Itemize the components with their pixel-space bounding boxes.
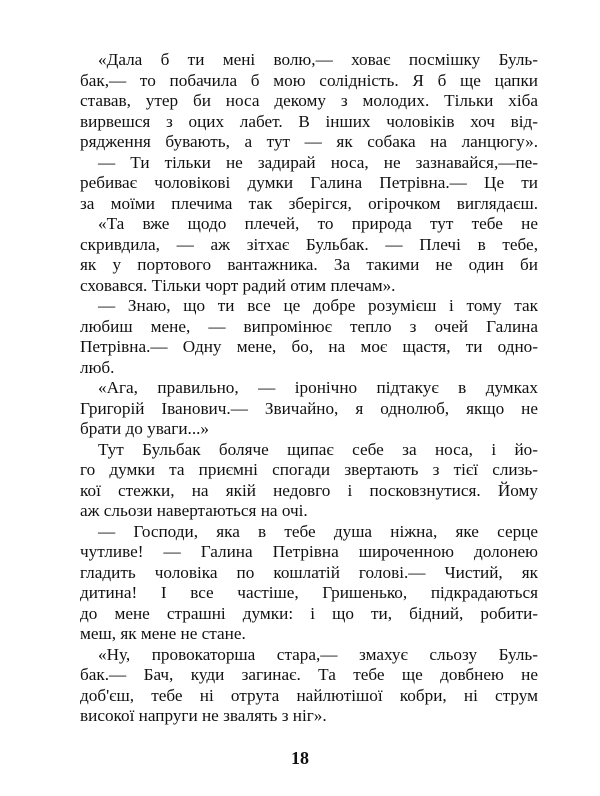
text-line: як у портового вантажника. За такими не один би bbox=[80, 255, 538, 274]
text-line: рядження бувають, а тут — як собака на ланцюгу». bbox=[80, 132, 538, 151]
text-line: за моїми плечима так зберігся, огірочком виглядаєш. bbox=[80, 193, 538, 213]
text-line: аж сльози навертаються на очі. bbox=[80, 501, 308, 520]
text-line: меш, як мене не стане. bbox=[80, 624, 246, 643]
text-line: бак,— то побачила б мою солідність. Я б ще цапки bbox=[80, 70, 538, 90]
text-line: Григорій Іванович.— Звичайно, я однолюб, якщо не bbox=[80, 398, 538, 418]
text-line: чутливе! — Галина Петрівна широченною долонею bbox=[80, 542, 538, 561]
text-line: «Ну, провокаторша стара,— змахує сльозу Буль- bbox=[98, 644, 538, 664]
text-line: — Ти тільки не задирай носа, не зазнавайся,—пе- bbox=[98, 152, 538, 172]
text-line: дитина! І все частіше, Гришенько, підкрадаються bbox=[80, 583, 538, 602]
text-line: доб'єш, тебе ні отрута найлютішої кобри, ні струм bbox=[80, 685, 538, 705]
text-line: брати до уваги...» bbox=[80, 419, 210, 438]
text-line: гладить чоловіка по кошлатій голові.— Чистий, як bbox=[80, 562, 538, 582]
text-line: «Дала б ти мені волю,— ховає посмішку Буль- bbox=[98, 50, 538, 69]
text-line: до мене страшні думки: і що ти, бідний, робити- bbox=[80, 603, 538, 623]
text-line: вирвешся з оцих лабет. В інших чоловіків хоч від- bbox=[80, 111, 538, 131]
page-body-text bbox=[80, 50, 538, 727]
text-line: Тут Бульбак боляче щипає себе за носа, і йо- bbox=[98, 439, 538, 459]
text-line: кої стежки, на якій недовго і посковзнутися. Йому bbox=[80, 480, 538, 500]
text-line: ребиває чоловікові думки Галина Петрівна.— Це ти bbox=[80, 173, 538, 192]
text-line: скривдила, — аж зітхає Бульбак. — Плечі в тебе, bbox=[80, 234, 538, 254]
text-line: сховався. Тільки чорт радий отим плечам». bbox=[80, 275, 396, 295]
text-line: го думки та приємні спогади звертають з тієї слизь- bbox=[80, 460, 538, 479]
text-line: бак.— Бач, куди загинає. Та тебе ще довбнею не bbox=[80, 665, 538, 684]
text-line: «Та вже щодо плечей, то природа тут тебе не bbox=[98, 214, 538, 233]
text-line: Петрівна.— Одну мене, бо, на моє щастя, ти одно- bbox=[80, 337, 538, 356]
text-line: — Господи, яка в тебе душа ніжна, яке серце bbox=[98, 521, 538, 541]
text-line: «Ага, правильно, — іронічно підтакує в думках bbox=[98, 378, 538, 397]
page-number: 18 bbox=[291, 748, 309, 768]
text-line: люб. bbox=[80, 357, 115, 377]
text-line: любиш мене, — випромінює тепло з очей Галина bbox=[80, 316, 538, 336]
text-line: високої напруги не звалять з ніг». bbox=[80, 706, 327, 725]
text-line: ставав, утер би носа декому з молодих. Тільки хіба bbox=[80, 91, 538, 110]
text-line: — Знаю, що ти все це добре розумієш і тому так bbox=[98, 296, 538, 315]
